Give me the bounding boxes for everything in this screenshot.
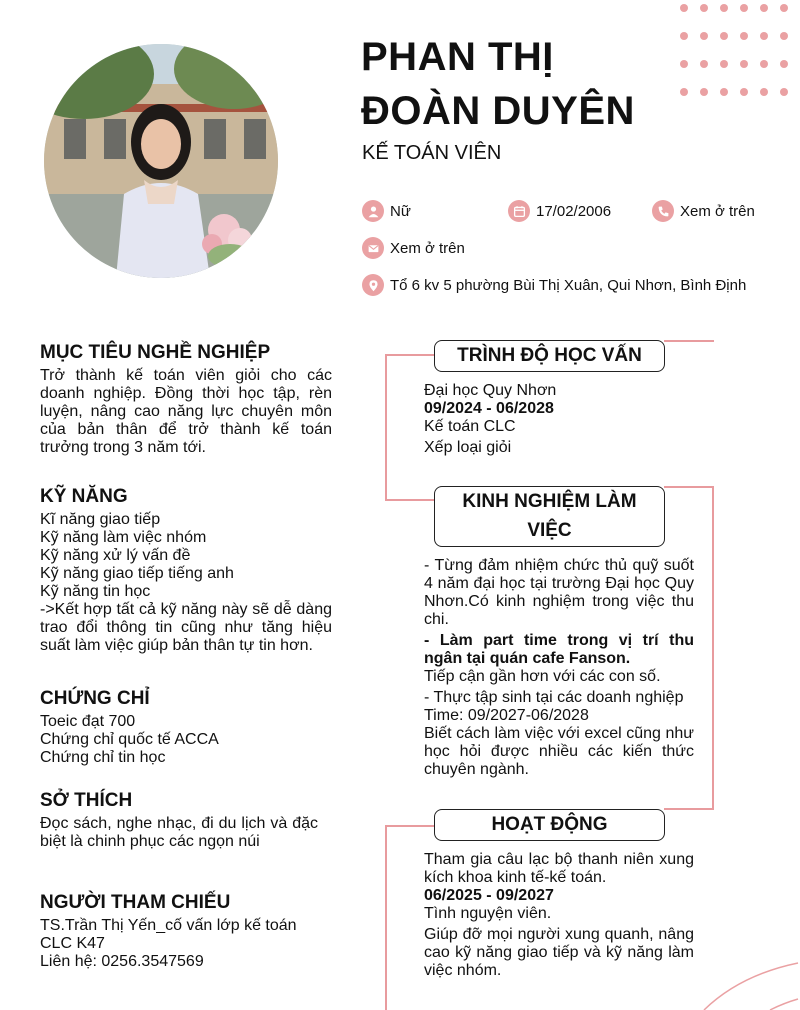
full-name bbox=[361, 30, 635, 138]
info-gender bbox=[362, 200, 411, 222]
name-line-2: ĐOÀN DUYÊN bbox=[361, 89, 635, 133]
info-address bbox=[362, 274, 746, 296]
list-item: Kỹ năng làm việc nhóm bbox=[40, 529, 207, 546]
experience-title-line-2: VIỆC bbox=[527, 520, 572, 541]
experience-item: Tiếp cận gần hơn với các con số. bbox=[424, 668, 661, 685]
location-pin-icon bbox=[362, 274, 384, 296]
name-line-1: PHAN THỊ bbox=[361, 35, 554, 79]
objective-section bbox=[40, 341, 332, 457]
skills-title: KỸ NĂNG bbox=[40, 486, 128, 507]
objective-title: MỤC TIÊU NGHỀ NGHIỆP bbox=[40, 342, 271, 363]
skills-list bbox=[40, 511, 332, 655]
experience-title-line-1: KINH NGHIỆM LÀM bbox=[462, 491, 637, 512]
activities-role: Tình nguyện viên. bbox=[424, 905, 552, 922]
list-item: Toeic đạt 700 bbox=[40, 713, 136, 730]
connector-line bbox=[664, 808, 714, 810]
experience-body bbox=[424, 557, 694, 779]
decorative-curve bbox=[700, 955, 800, 1010]
profile-photo bbox=[44, 44, 278, 278]
skills-section bbox=[40, 485, 332, 655]
list-item: Kỹ năng giao tiếp tiếng anh bbox=[40, 565, 234, 582]
connector-line bbox=[664, 486, 714, 488]
references-section bbox=[40, 891, 322, 971]
gender-value: Nữ bbox=[390, 202, 411, 220]
activities-title: HOẠT ĐỘNG bbox=[491, 814, 608, 835]
education-period: 09/2024 - 06/2028 bbox=[424, 400, 554, 417]
info-birthday bbox=[508, 200, 611, 222]
hobbies-section bbox=[40, 789, 318, 851]
education-body bbox=[424, 382, 694, 457]
connector-line bbox=[385, 499, 435, 501]
list-item: Chứng chỉ tin học bbox=[40, 749, 166, 766]
list-item: Chứng chỉ quốc tế ACCA bbox=[40, 731, 219, 748]
activities-period: 06/2025 - 09/2027 bbox=[424, 887, 554, 904]
reference-contact: Liên hệ: 0256.3547569 bbox=[40, 953, 204, 970]
person-icon bbox=[362, 200, 384, 222]
birthday-value: 17/02/2006 bbox=[536, 202, 612, 220]
connector-line bbox=[385, 354, 387, 501]
references-title: NGƯỜI THAM CHIẾU bbox=[40, 892, 231, 913]
mail-icon bbox=[362, 237, 384, 259]
phone-icon bbox=[652, 200, 674, 222]
experience-item: Time: 09/2027-06/2028 bbox=[424, 707, 589, 724]
certificates-section bbox=[40, 687, 332, 767]
hobbies-text: Đọc sách, nghe nhạc, đi du lịch và đặc biệt là chinh phục các ngọn núi bbox=[40, 815, 318, 850]
decorative-dots bbox=[680, 4, 796, 104]
activities-item: Giúp đỡ mọi người xung quanh, nâng cao kỹ năng giao tiếp và kỹ năng làm việc nhóm. bbox=[424, 926, 694, 979]
experience-title-box bbox=[434, 486, 665, 547]
activities-title-box bbox=[434, 809, 665, 841]
certificates-list bbox=[40, 713, 332, 767]
reference-person: TS.Trần Thị Yến_cố vấn lớp kế toán CLC K47 bbox=[40, 917, 297, 952]
calendar-icon bbox=[508, 200, 530, 222]
job-title: KẾ TOÁN VIÊN bbox=[362, 142, 502, 164]
address-value: Tổ 6 kv 5 phường Bùi Thị Xuân, Qui Nhơn, Bình Định bbox=[390, 276, 747, 294]
certificates-title: CHỨNG CHỈ bbox=[40, 688, 150, 709]
objective-text: Trở thành kế toán viên giỏi cho các doanh nghiệp. Đồng thời học tập, rèn luyện, nâng cao năng lực chuyên môn của bản thân để trở thành kế toán trưởng trong 3 năm tới. bbox=[40, 367, 332, 456]
list-item: Kĩ năng giao tiếp bbox=[40, 511, 161, 528]
info-phone bbox=[652, 200, 755, 222]
education-major: Kế toán CLC bbox=[424, 418, 516, 435]
email-value: Xem ở trên bbox=[390, 239, 465, 257]
connector-line bbox=[712, 486, 714, 810]
activities-item: Tham gia câu lạc bộ thanh niên xung kích khoa kinh tế-kế toán. bbox=[424, 851, 694, 886]
phone-value: Xem ở trên bbox=[680, 202, 755, 220]
experience-item: - Từng đảm nhiệm chức thủ quỹ suốt 4 năm đại học tại trường Đại học Quy Nhơn.Có kinh nghiệm trong việc thu chi. bbox=[424, 557, 694, 628]
education-title: TRÌNH ĐỘ HỌC VẤN bbox=[457, 345, 642, 366]
experience-item: Biết cách làm việc với excel cũng như học hỏi được nhiều các kiến thức chuyên ngành. bbox=[424, 725, 694, 778]
experience-item: - Thực tập sinh tại các doanh nghiệp bbox=[424, 689, 684, 706]
avatar bbox=[44, 44, 278, 278]
connector-line bbox=[664, 340, 714, 342]
info-email bbox=[362, 237, 465, 259]
connector-line bbox=[385, 825, 435, 827]
experience-item: - Làm part time trong vị trí thu ngân tại quán cafe Fanson. bbox=[424, 632, 694, 667]
activities-body bbox=[424, 851, 694, 980]
list-item: Kỹ năng tin học bbox=[40, 583, 151, 600]
hobbies-title: SỞ THÍCH bbox=[40, 790, 133, 811]
education-rank: Xếp loại giỏi bbox=[424, 439, 512, 456]
connector-line bbox=[385, 354, 435, 356]
education-title-box bbox=[434, 340, 665, 372]
connector-line bbox=[385, 825, 387, 1010]
skills-summary: ->Kết hợp tất cả kỹ năng này sẽ dễ dàng trao đổi thông tin cũng như tăng hiệu suất làm việc giúp bản thân tự tin hơn. bbox=[40, 601, 332, 654]
education-school: Đại học Quy Nhơn bbox=[424, 382, 557, 399]
list-item: Kỹ năng xử lý vấn đề bbox=[40, 547, 191, 564]
references-body bbox=[40, 917, 322, 971]
